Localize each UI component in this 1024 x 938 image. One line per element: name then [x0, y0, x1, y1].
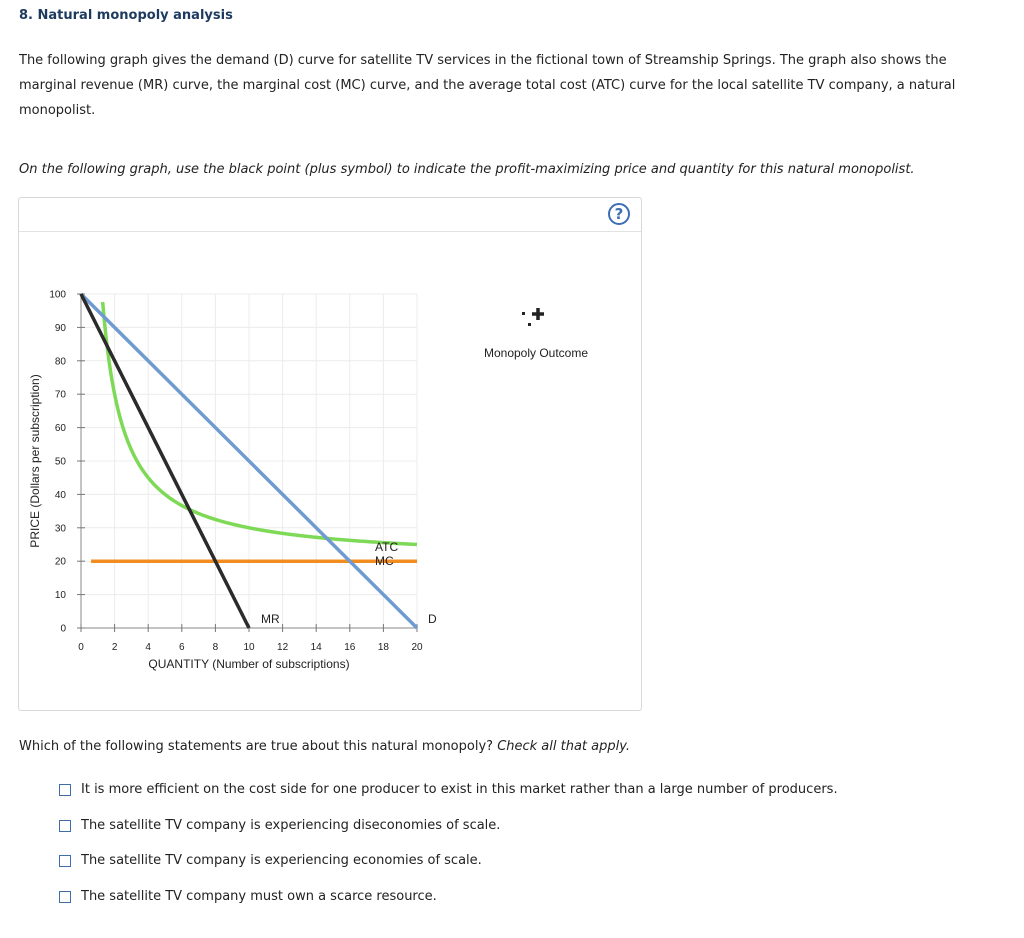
- curve-label-d: D: [428, 612, 437, 626]
- x-axis-label: QUANTITY (Number of subscriptions): [148, 657, 350, 671]
- x-tick-label: 8: [212, 642, 219, 653]
- help-icon[interactable]: ?: [608, 203, 630, 225]
- y-tick-label: 40: [54, 489, 66, 501]
- option-efficient-single-producer[interactable]: [59, 782, 838, 797]
- plus-tool-dot: [528, 323, 531, 326]
- option-label: The satellite TV company must own a scarce resource.: [81, 889, 437, 904]
- question-hint: Check all that apply.: [497, 739, 631, 754]
- page-title: 8. Natural monopoly analysis: [19, 8, 233, 23]
- x-tick-label: 0: [78, 642, 84, 653]
- option-label: The satellite TV company is experiencing economies of scale.: [81, 853, 482, 868]
- y-tick-label: 90: [54, 322, 66, 334]
- option-label: It is more efficient on the cost side for one producer to exist in this market rather than a large number of producers.: [81, 782, 838, 797]
- checkbox-icon[interactable]: [59, 784, 71, 796]
- x-tick-label: 20: [411, 642, 423, 653]
- y-tick-label: 80: [54, 356, 66, 368]
- option-economies-of-scale[interactable]: [59, 853, 482, 868]
- curve-label-atc: ATC: [375, 540, 399, 554]
- chart: [19, 198, 641, 710]
- x-tick-label: 18: [377, 642, 389, 653]
- x-tick-label: 14: [310, 642, 322, 653]
- checkbox-icon[interactable]: [59, 891, 71, 903]
- instruction-text: On the following graph, use the black point (plus symbol) to indicate the profit-maximizing price and quantity for this natural monopolist.: [19, 162, 915, 177]
- question: [19, 739, 630, 754]
- x-tick-label: 4: [145, 642, 151, 653]
- palette-label: Monopoly Outcome: [483, 346, 589, 360]
- y-tick-label: 70: [54, 389, 66, 401]
- curve-label-mc: MC: [375, 554, 394, 568]
- y-tick-label: 10: [54, 590, 66, 602]
- x-tick-label: 16: [344, 642, 356, 653]
- question-text: Which of the following statements are true about this natural monopoly?: [19, 739, 494, 754]
- y-tick-label: 30: [54, 523, 66, 535]
- plus-tool-dot: [522, 312, 525, 315]
- x-tick-label: 6: [179, 642, 185, 653]
- option-diseconomies-of-scale[interactable]: [59, 818, 500, 833]
- curve-label-mr: MR: [261, 612, 280, 626]
- checkbox-icon[interactable]: [59, 820, 71, 832]
- x-tick-label: 12: [277, 642, 289, 653]
- y-tick-label: 20: [54, 556, 66, 568]
- intro-text: The following graph gives the demand (D) curve for satellite TV services in the fictional town of Streamship Springs. The graph also shows the marginal revenue (MR) curve, the marginal cost (MC) curve, and the average total cost (ATC) curve for the local satellite TV company, a natural monopolist.: [19, 53, 956, 118]
- plus-symbol-icon: [532, 308, 544, 320]
- checkbox-icon[interactable]: [59, 855, 71, 867]
- monopoly-outcome-plus-tool[interactable]: [522, 308, 544, 326]
- curve-atc: [103, 302, 417, 544]
- y-tick-label: 0: [60, 623, 66, 635]
- option-scarce-resource[interactable]: [59, 889, 437, 904]
- y-tick-label: 50: [54, 456, 66, 468]
- graph-panel: [18, 197, 642, 711]
- y-tick-label: 60: [54, 423, 66, 435]
- y-tick-label: 100: [49, 289, 66, 301]
- x-tick-label: 2: [111, 642, 118, 653]
- y-axis-label: PRICE (Dollars per subscription): [28, 374, 42, 548]
- x-tick-label: 10: [243, 642, 255, 653]
- option-label: The satellite TV company is experiencing diseconomies of scale.: [81, 818, 501, 833]
